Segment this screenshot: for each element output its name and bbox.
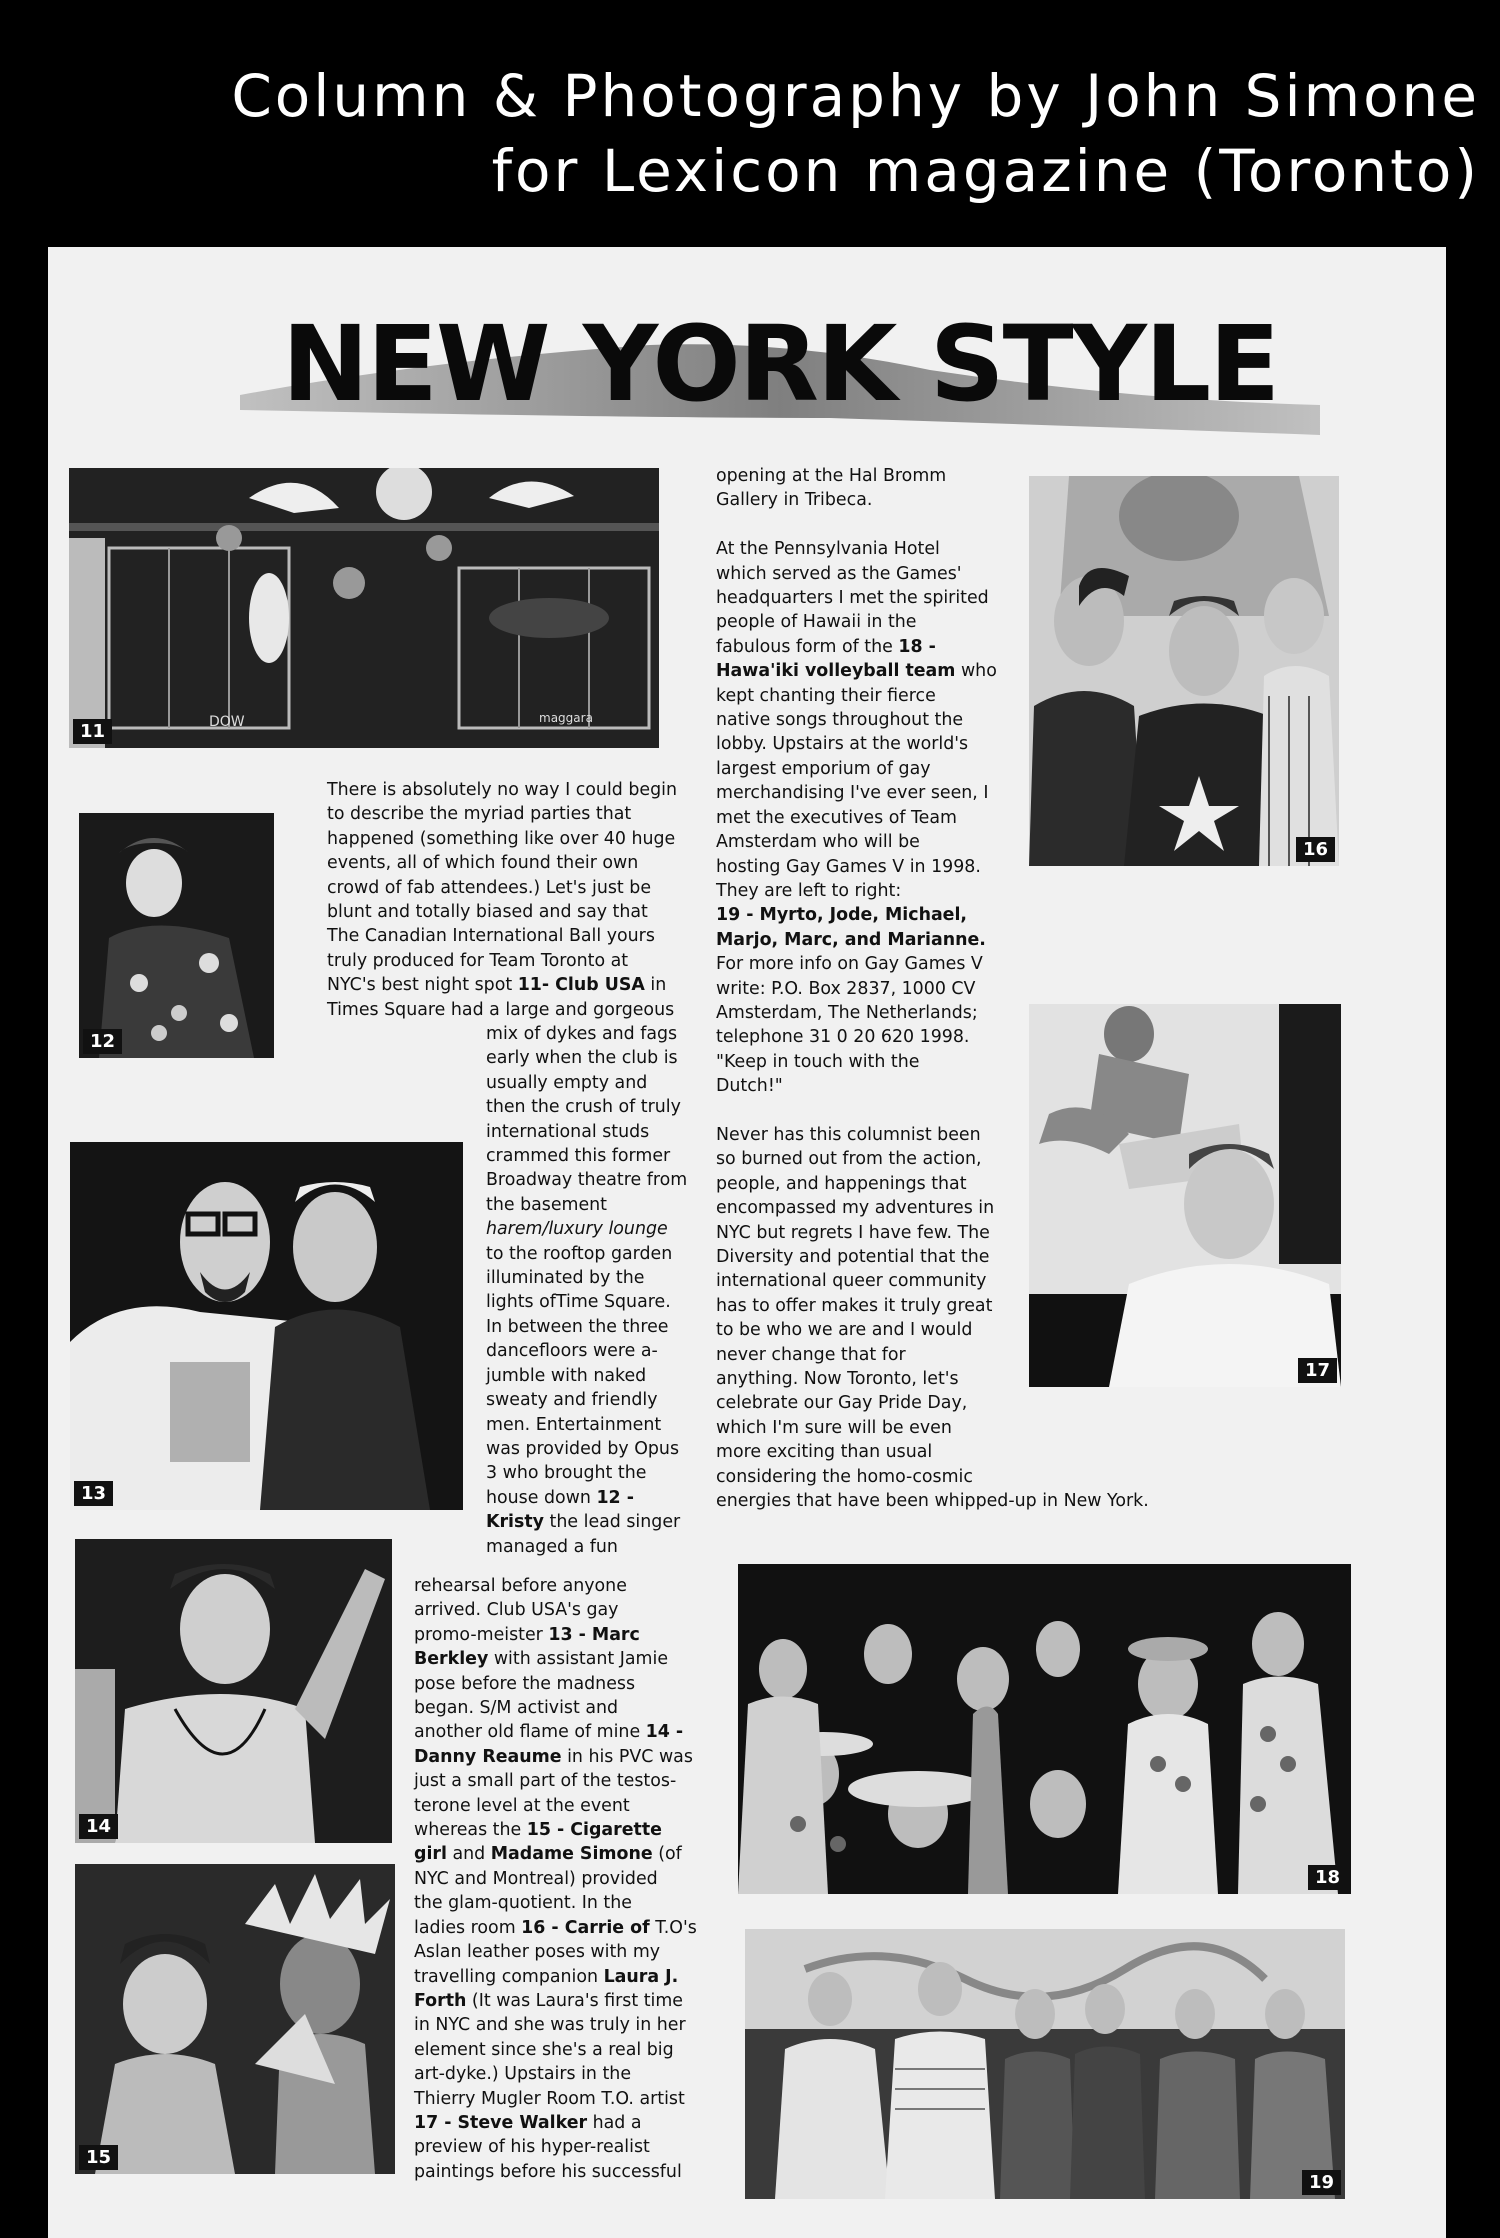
article-text-right-column xyxy=(716,464,1356,1513)
photo-number-12: 12 xyxy=(83,1029,122,1054)
club-text-1: mix of dykes and fags early when the club is usually empty and then the crush of truly international studs crammed this former Broadway theatre from the basement xyxy=(486,1024,688,1215)
photo-number-11: 11 xyxy=(73,719,112,744)
kristy-image xyxy=(79,813,274,1058)
photo-number-14: 14 xyxy=(79,1814,118,1839)
hawaiki-ref-2: Hawa'iki volleyball team xyxy=(716,661,956,682)
photo-19-team-amsterdam xyxy=(745,1929,1345,2199)
photo-11-club-usa xyxy=(69,468,659,748)
kristy-ref-number: 12 - xyxy=(596,1487,634,1508)
photo-number-19: 19 xyxy=(1302,2170,1341,2195)
cigarette-girl-image xyxy=(75,1864,395,2174)
people-text-3: in his PVC was just a small part of the testos- terone level at the event whereas the xyxy=(414,1746,693,1841)
photo-12-kristy xyxy=(79,813,274,1058)
article-text-intro xyxy=(327,778,747,1022)
photo-13-marc-berkley xyxy=(70,1142,463,1510)
photo-number-17: 17 xyxy=(1298,1358,1337,1383)
people-text-4: (of NYC and Montreal) provided the glam-quotient. In the ladies room xyxy=(414,1844,682,1938)
photo-number-15: 15 xyxy=(79,2145,118,2170)
right-text-1: opening at the Hal Bromm Gallery in Tribeca. At the Pennsylvania Hotel which served as the Games' headquarters I met the spirited people of Hawaii in the fabulous form of the xyxy=(716,466,989,657)
photo-number-18: 18 xyxy=(1308,1865,1347,1890)
cigarette-ref-1: 15 - Cigarette xyxy=(526,1820,662,1841)
people-text-6: (It was Laura's first time in NYC and she was truly in her element since she's a real big art-dyke.) Upstairs in the Thierry Mugler Room T.O. artist xyxy=(414,1990,686,2109)
right-text-2: who kept chanting their fierce native songs throughout the lobby. Upstairs at the world's largest emporium of gay merchandising I've ever seen, I met the executives of Team Amsterdam who will be hosting Gay Games V in 1998. They are left to right: xyxy=(716,661,997,901)
harem-lounge-text: harem/luxury lounge xyxy=(486,1219,668,1240)
photo-15-cigarette-girl xyxy=(75,1864,395,2174)
marc-ref-1: 13 - Marc xyxy=(548,1624,640,1645)
people-text-5: T.O's Aslan leather poses with my travelling companion xyxy=(414,1917,697,1987)
amsterdam-names: 19 - Myrto, Jode, Michael, Marjo, Marc, and Marianne. xyxy=(716,905,986,950)
kristy-ref-name: Kristy xyxy=(486,1512,545,1533)
page-header xyxy=(0,0,1500,245)
hawaiki-ref-1: 18 - xyxy=(898,636,936,657)
laura-ref: Laura J. Forth xyxy=(414,1966,679,2011)
right-text-3: For more info on Gay Games V write: P.O. Box 2837, 1000 CV Amsterdam, The Netherlands; telephone 31 0 20 620 1998. "Keep in touch with the Dutch!" Never has this columnist been so burned out from the action, people, and happenings that encompassed my adventures in NYC but regrets I have few. The Diversity and potential that the international queer community has to offer makes it truly great to be who we are and I would never change that for anything. Now Toronto, let's celebrate our Gay Pride Day, which I'm sure will be even more exciting than usual considering the homo-cosmic energies that have been whipped-up in New York. xyxy=(716,954,1149,1512)
marc-berkley-image xyxy=(70,1142,463,1510)
club-usa-ref: 11- Club USA xyxy=(517,975,645,996)
intro-text: There is absolutely no way I could begin to describe the myriad parties that happened (something like over 40 huge events, all of which found their own crowd of fab attendees.) Let's just be blunt and totally biased and say that The Canadian International Ball yours truly produced for Team Toronto at NYC's best night spot xyxy=(327,780,677,996)
danny-reaume-image xyxy=(75,1539,392,1843)
people-text-1: rehearsal before anyone arrived. Club USA's gay promo-meister xyxy=(414,1576,627,1645)
club-text-3: the lead singer managed a fun xyxy=(486,1512,681,1557)
marc-ref-2: Berkley xyxy=(414,1649,489,1670)
hawaiki-team-image xyxy=(738,1564,1351,1894)
dow-sign-text: DOW xyxy=(209,714,245,730)
and-text: and xyxy=(446,1844,491,1865)
people-text-7: had a preview of his hyper-realist paintings before his successful xyxy=(414,2112,682,2182)
magazine-page xyxy=(48,247,1446,2238)
team-amsterdam-image xyxy=(745,1929,1345,2199)
photo-number-13: 13 xyxy=(74,1481,113,1506)
title-text: NEW YORK STYLE xyxy=(281,303,1279,425)
photo-14-danny-reaume xyxy=(75,1539,392,1843)
intro-text-end: in Times Square had a large and gorgeous xyxy=(327,975,675,1020)
right-sign-text: maggara xyxy=(539,711,593,725)
club-interior-image xyxy=(69,468,659,748)
article-text-people xyxy=(414,1574,744,2184)
photo-18-hawaiki-team xyxy=(738,1564,1351,1894)
people-text-2: with assistant Jamie pose before the madness began. S/M activist and another old flame of mine xyxy=(414,1649,669,1743)
madame-simone-ref: Madame Simone xyxy=(490,1844,653,1865)
header-line-2: for Lexicon magazine (Toronto) xyxy=(491,137,1480,205)
photo-number-16: 16 xyxy=(1296,837,1335,862)
cigarette-ref-2: girl xyxy=(414,1844,447,1865)
title-graphic xyxy=(230,300,1330,440)
danny-ref-1: 14 - xyxy=(645,1722,684,1743)
carrie-ref: 16 - Carrie of xyxy=(521,1917,650,1938)
article-text-club xyxy=(486,1022,748,1559)
club-text-2: to the rooftop garden illuminated by the lights ofTime Square. In between the three dancefloors were a- jumble with naked sweaty and friendly men. Entertainment was provided by Opus 3 who brought the house down xyxy=(486,1243,680,1508)
danny-ref-2: Danny Reaume xyxy=(414,1746,562,1767)
steve-walker-ref: 17 - Steve Walker xyxy=(414,2112,588,2133)
header-line-1: Column & Photography by John Simone xyxy=(231,62,1480,130)
article-title xyxy=(230,300,1330,440)
